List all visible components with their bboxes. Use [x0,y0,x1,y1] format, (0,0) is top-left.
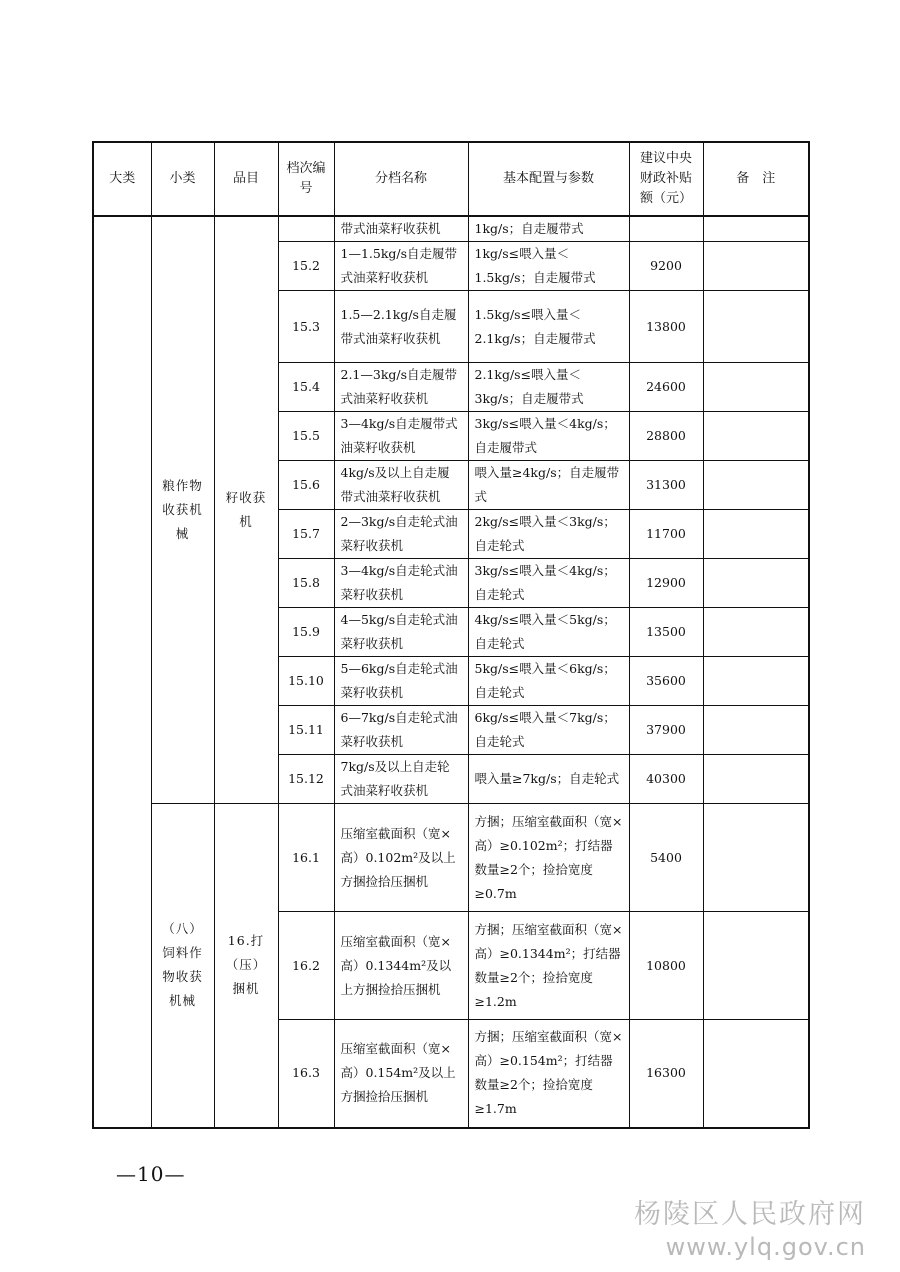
note-cell [703,291,809,363]
grade-name-cell: 1.5—2.1kg/s自走履带式油菜籽收获机 [334,291,468,363]
grade-number-cell: 15.11 [278,706,334,755]
page-number: —10— [116,1162,186,1186]
subsidy-amount-cell: 5400 [629,804,703,912]
table-header-row [93,142,809,216]
grade-name-cell: 压缩室截面积（宽×高）0.102m²及以上方捆捡拾压捆机 [334,804,468,912]
minor-category-cell: 粮作物收获机械 [151,216,214,804]
config-cell: 2.1kg/s≤喂入量＜3kg/s；自走履带式 [468,363,629,412]
grade-name-cell: 压缩室截面积（宽×高）0.1344m²及以上方捆捡拾压捆机 [334,912,468,1020]
subsidy-amount-cell: 11700 [629,510,703,559]
subsidy-amount-cell: 37900 [629,706,703,755]
table-row [93,804,809,912]
config-cell: 方捆；压缩室截面积（宽×高）≥0.102m²；打结器数量≥2个；捡拾宽度≥0.7m [468,804,629,912]
grade-name-cell: 4kg/s及以上自走履带式油菜籽收获机 [334,461,468,510]
table-row [93,216,809,242]
grade-number-cell: 16.1 [278,804,334,912]
header-major-category: 大类 [93,142,151,216]
grade-name-cell: 1—1.5kg/s自走履带式油菜籽收获机 [334,242,468,291]
grade-number-cell: 15.8 [278,559,334,608]
grade-name-cell: 3—4kg/s自走履带式油菜籽收获机 [334,412,468,461]
note-cell [703,755,809,804]
subsidy-amount-cell: 31300 [629,461,703,510]
grade-name-cell: 3—4kg/s自走轮式油菜籽收获机 [334,559,468,608]
config-cell: 5kg/s≤喂入量＜6kg/s；自走轮式 [468,657,629,706]
header-minor-category: 小类 [151,142,214,216]
grade-name-cell: 2—3kg/s自走轮式油菜籽收获机 [334,510,468,559]
note-cell [703,461,809,510]
watermark-url: www.ylq.gov.cn [665,1233,866,1261]
grade-number-cell: 15.9 [278,608,334,657]
grade-name-cell: 带式油菜籽收获机 [334,216,468,242]
minor-category-cell: （八）饲料作物收获机械 [151,804,214,1128]
grade-number-cell [278,216,334,242]
config-cell: 1kg/s；自走履带式 [468,216,629,242]
grade-number-cell: 16.3 [278,1020,334,1128]
grade-number-cell: 15.3 [278,291,334,363]
grade-name-cell: 2.1—3kg/s自走履带式油菜籽收获机 [334,363,468,412]
item-cell: 16.打（压）捆机 [214,804,278,1128]
grade-number-cell: 15.10 [278,657,334,706]
note-cell [703,559,809,608]
subsidy-amount-cell: 13800 [629,291,703,363]
subsidy-amount-cell: 9200 [629,242,703,291]
item-cell: 籽收获机 [214,216,278,804]
grade-name-cell: 6—7kg/s自走轮式油菜籽收获机 [334,706,468,755]
subsidy-amount-cell: 13500 [629,608,703,657]
subsidy-amount-cell: 28800 [629,412,703,461]
config-cell: 6kg/s≤喂入量＜7kg/s；自走轮式 [468,706,629,755]
note-cell [703,804,809,912]
note-cell [703,510,809,559]
subsidy-table [92,141,810,1129]
note-cell [703,363,809,412]
watermark-site-name: 杨陵区人民政府网 [634,1199,866,1230]
subsidy-amount-cell: 35600 [629,657,703,706]
subsidy-amount-cell: 16300 [629,1020,703,1128]
config-cell: 喂入量≥4kg/s；自走履带式 [468,461,629,510]
header-note: 备 注 [703,142,809,216]
config-cell: 3kg/s≤喂入量＜4kg/s；自走履带式 [468,412,629,461]
subsidy-amount-cell: 12900 [629,559,703,608]
header-subsidy-amount: 建议中央财政补贴额（元） [629,142,703,216]
note-cell [703,412,809,461]
note-cell [703,706,809,755]
subsidy-amount-cell: 40300 [629,755,703,804]
grade-number-cell: 16.2 [278,912,334,1020]
grade-number-cell: 15.7 [278,510,334,559]
config-cell: 1kg/s≤喂入量＜1.5kg/s；自走履带式 [468,242,629,291]
grade-number-cell: 15.4 [278,363,334,412]
config-cell: 3kg/s≤喂入量＜4kg/s；自走轮式 [468,559,629,608]
note-cell [703,242,809,291]
grade-name-cell: 5—6kg/s自走轮式油菜籽收获机 [334,657,468,706]
config-cell: 方捆；压缩室截面积（宽×高）≥0.154m²；打结器数量≥2个；捡拾宽度≥1.7m [468,1020,629,1128]
grade-name-cell: 压缩室截面积（宽×高）0.154m²及以上方捆捡拾压捆机 [334,1020,468,1128]
header-grade-name: 分档名称 [334,142,468,216]
config-cell: 1.5kg/s≤喂入量＜2.1kg/s；自走履带式 [468,291,629,363]
grade-name-cell: 7kg/s及以上自走轮式油菜籽收获机 [334,755,468,804]
note-cell [703,657,809,706]
grade-name-cell: 4—5kg/s自走轮式油菜籽收获机 [334,608,468,657]
header-item: 品目 [214,142,278,216]
subsidy-amount-cell [629,216,703,242]
config-cell: 2kg/s≤喂入量＜3kg/s；自走轮式 [468,510,629,559]
subsidy-amount-cell: 10800 [629,912,703,1020]
note-cell [703,608,809,657]
grade-number-cell: 15.2 [278,242,334,291]
subsidy-amount-cell: 24600 [629,363,703,412]
note-cell [703,1020,809,1128]
grade-number-cell: 15.5 [278,412,334,461]
header-config: 基本配置与参数 [468,142,629,216]
config-cell: 方捆；压缩室截面积（宽×高）≥0.1344m²；打结器数量≥2个；捡拾宽度≥1.2m [468,912,629,1020]
watermark [634,1198,866,1262]
config-cell: 4kg/s≤喂入量＜5kg/s；自走轮式 [468,608,629,657]
major-category-cell [93,216,151,1128]
note-cell [703,216,809,242]
grade-number-cell: 15.12 [278,755,334,804]
grade-number-cell: 15.6 [278,461,334,510]
header-grade-number: 档次编号 [278,142,334,216]
config-cell: 喂入量≥7kg/s；自走轮式 [468,755,629,804]
note-cell [703,912,809,1020]
